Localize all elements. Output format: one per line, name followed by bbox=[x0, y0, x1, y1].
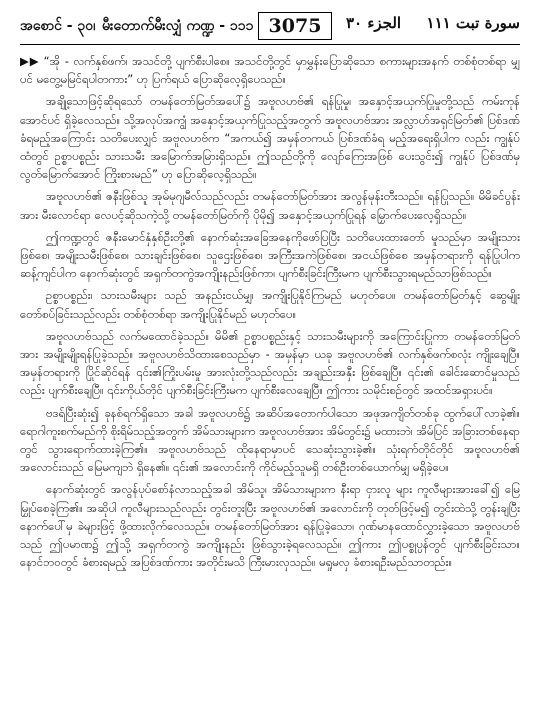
paragraph: ဤကဏ္ဍတွင် ဇနီးမောင်နှံနှစ်ဦးတို့၏ နောက်ဆုံးအခြေအနေကိုဖော်ပြပြီး သတိပေးထားတော် မူသည်မှာ အမျိုးသားဖြစ်စေ၊ အမျိုးသမီးဖြစ်စေ၊ သားချင်းဖြစ်စေ၊ သူဌေးဖြစ်စေ၊ အကြီးအကဲဖြစ်စေ၊ အငယ်ဖြစ်စေ အမှန်တရားကို ရန်ပြုပါက ဆန့်ကျင်ပါက နောက်ဆုံးတွင် အရှက်တကွဲအကျိုးနည်းဖြစ်ကာ၊ ပျက်စီးခြင်းကြီးမက ပျက်စီးသွားရမည်သာဖြစ်သည်။ bbox=[20, 229, 520, 281]
paragraph bbox=[20, 52, 520, 88]
paragraph: အဗူလဟဗ်သည် လက်မထောင်ခဲ့သည်။ မိမိ၏ ဥစ္စာပစ္စည်းနှင့် သားသမီးများကို အကြောင်းပြုကာ တမန်တော်မြတ်အား အမျိုးမျိုးရန်ပြုခဲ့သည်။ အဗူလဟဗ်သိထားစေသည်မှာ - အမှန်မှာ ယခု အဗူလဟဗ်၏ လက်နှစ်ဖက်စလုံး ကျိုးချေပြီ။ အမှန်တရားကို ပြိုင်ဆိုင်ရန် ၎င်း၏ကြိုးပမ်းမှု အားလုံးတို့သည်လည်း အချည်းအနှီး ဖြစ်ချေပြီ။ ၎င်း၏ ခေါင်းဆောင်မှုသည်လည်း ပျက်စီးချေပြီ။ ၎င်းကိုယ်တိုင် ပျက်စီးခြင်းကြီးမက ပျက်စီးလေချေပြီ။ ဤကား သမိုင်းစဉ်တွင် အထင်အရှားပင်။ bbox=[20, 328, 520, 398]
paragraph: အဗူလဟဗ်၏ ဇနီးဖြစ်သူ အုမ်မုဂျမီလ်သည်လည်း တမန်တော်မြတ်အား အလွန်မုန်းတီးသည်။ ရန်ပြုသည်။ မိမိခင်ပွန်းအား မီးလောင်ရာ လေပင့်ဆိုသကဲ့သို့ တမန်တော်မြတ်ကို ပိုမို၍ အနှောင့်အယှက်ပြုရန် မြှောက်ပေးလေ့ရှိသည်။ bbox=[20, 189, 520, 222]
surah-label: سورة تبت ١١١ bbox=[426, 14, 520, 32]
juz-label: الجزء ٣٠ bbox=[346, 14, 402, 32]
section-label: မီးတောက်မီးလျှံ ကဏ္ဍ - ၁၁၁ bbox=[102, 18, 254, 34]
issue-label: အစောင် - ၃၀၊ bbox=[20, 18, 96, 34]
paragraph: အချို့သောဖြင့်ဆိုရသော် တမန်တော်မြတ်အပေါ်၌ အဗူလဟဗ်၏ ရန်ပြုမှု၊ အနှောင့်အယှက်ပြုမှုတို့သည် ကမ်းကုန်အောင်ပင် ရှိခဲ့လေသည်။ သို့အလုပ်အကျွံ အနှောင့်အယှက်ပြုသည့်အတွက် အဗူလဟဗ်အား အလ္လာဟ်အရှင်မြတ်၏ ပြစ်ဒဏ်ခံရမည့်အကြောင်း သတိပေးလျှင် အဗူလဟဗ်က “အကယ်၍ အမှန်တကယ် ပြစ်ဒဏ်ခံရ မည့်အရေးရှိပါက လည်း ကျွန်ုပ်ထံတွင် ဥစ္စာပစ္စည်း သားသမီး အမြောက်အမြားရှိသည်။ ဤသည်တို့ကို လျော်ကြေးအဖြစ် ပေးသွင်း၍ ကျွန်ုပ် ပြစ်ဒဏ်မှ လွတ်မြောက်အောင် ကြိုးစားမည်” ဟု ပြောဆိုလေ့ရှိသည်။ bbox=[20, 94, 520, 182]
page-number: 3075 bbox=[258, 12, 332, 40]
paragraph: ဗဒရ်ပြီးဆုံး၍ ခုနစ်ရက်ရှိသော အခါ အဗူလဟဗ်၌ အဆိပ်အတောက်ပါသော အဖုအကျိတ်တစ်ခု ထွက်ပေါ်လာခဲ့၏။ ရောဂါကူးစက်မည်ကို စိုးရိမ်သည့်အတွက် အိမ်သားများက အဗူလဟဗ်အား အိမ်တွင်း၌ မထားဘဲ၊ အိမ်ပြင် အခြားတစ်နေရာတွင် သွားရောက်ထားခဲ့ကြ၏။ အဗူလဟဗ်သည် ထိုနေရာမှာပင် သေဆုံးသွားခဲ့၏။ သုံးရက်တိုင်တိုင် အဗူလဟဗ်၏ အလောင်းသည် မြေမကျဘဲ ရှိနေ၏။ ၎င်း၏ အလောင်းကို ကိုင်မည့်သူမရှိ တစ်ဦးတစ်ယောက်မျှ မရှိခဲ့ပေ။ bbox=[20, 405, 520, 475]
page-header bbox=[20, 12, 520, 42]
paragraph: နောက်ဆုံးတွင် အလွန်ပုပ်စော်နံလာသည့်အခါ အိမ်သူ၊ အိမ်သားများက နီးရာ ငှားလူ များ ကူလီများအားခေါ်၍ မြေမြှုပ်စေခဲ့ကြ၏။ အဆိုပါ ကူလီများသည်လည်း တွင်းတူးပြီး အဗူလဟဗ်၏ အလောင်းကို တုတ်ဖြင့်မ၍ တွင်းထဲသို့ တွန်းချပြီးနောက်ပေါ်မှ ခဲများဖြင့် ဖို့ထားလိုက်လေသည်။ တမန်တော်မြတ်အား ရန်ပြုခဲ့သော၊ ဂုဏ်မာနထောင်လွှားခဲ့သော အဗူလဟဗ်သည် ဤပမာဏ၌ ဤသို့ အရှက်တကွဲ အကျိုးနည်း ဖြစ်သွားခဲ့ရလေသည်။ ဤကား ဤပစ္စုပ္ပန်တွင် ပျက်စီးခြင်းသာ။ နောင်ဘဝတွင် ခံစားရမည့် အပြစ်ဒဏ်ကား အတိုင်းမသိ ကြီးမားလှသည်။ မရှုမလှ ခံစားရဦးမည်သာတည်း။ bbox=[20, 482, 520, 570]
double-arrow-icon: ▶▶ bbox=[20, 54, 40, 68]
header-divider bbox=[20, 44, 520, 45]
paragraph-text: “အို - လက်နှစ်ဖက်၊ အသင်တို့ ပျက်စီးပါစေ။ အသင်တို့တွင် မှာမွှန်းပြောဆိုသော စကားများအနက် တစ်စုံတစ်ရာ မျှပင် မတွေ့မမြင်ရပါတကား” ဟု ပြက်ရယ် ပြောဆိုလေ့ရှိပေသည်။ bbox=[20, 54, 520, 87]
document-body bbox=[20, 52, 520, 575]
paragraph: ဥစ္စာပစ္စည်း၊ သားသမီးများ သည် အနည်းငယ်မျှ၊ အကျိုးပြုနိုင်ကြမည် မဟုတ်ပေ။ တမန်တော်မြတ်နှင့် ဆွေမျိုးတော်စပ်ခြင်းသည်လည်း တစ်စုံတစ်ရာ အကျိုးပြုနိုင်မည် မဟုတ်ပေ။ bbox=[20, 288, 520, 321]
